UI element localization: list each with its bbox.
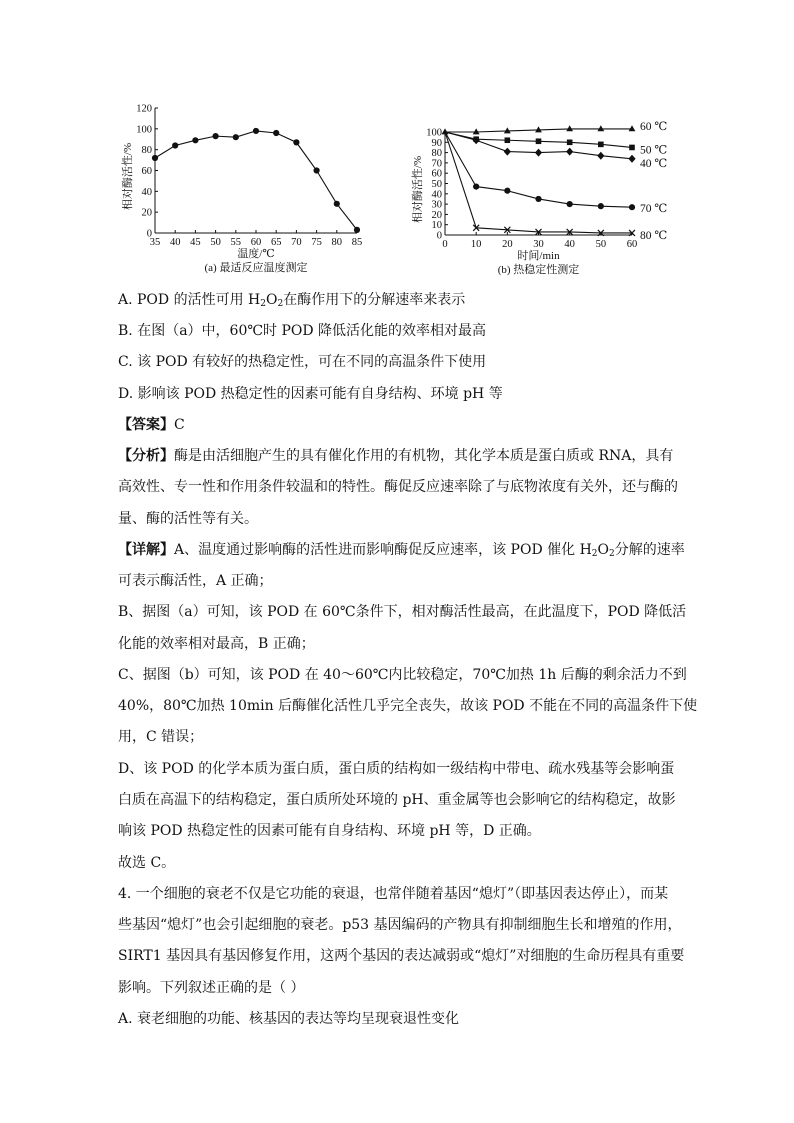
x-tick-label: 45 bbox=[190, 237, 201, 248]
x-tick-label: 35 bbox=[149, 237, 161, 248]
x-axis-label: 时间/min bbox=[517, 250, 560, 262]
detail-line-2: 可表示酶活性，A 正确； bbox=[118, 573, 273, 589]
data-point bbox=[536, 138, 542, 144]
x-tick-label: 55 bbox=[230, 237, 242, 248]
detail-line-5: C、据图（b）可知，该 POD 在 40～60℃内比较稳定，70℃加热 1h 后酶的剩余活力不到 bbox=[118, 667, 687, 683]
data-point bbox=[566, 148, 573, 156]
x-tick-label: 40 bbox=[564, 239, 575, 250]
x-tick-label: 50 bbox=[595, 239, 607, 250]
x-tick-label: 0 bbox=[442, 239, 448, 250]
detail-label: 【详解】 bbox=[118, 542, 174, 558]
detail-line-9: 白质在高温下的结构稳定，蛋白质所处环境的 pH、重金属等也会影响它的结构稳定，故影 bbox=[118, 792, 676, 808]
chart-a bbox=[120, 104, 362, 275]
option-c: C. 该 POD 有较好的热稳定性，可在不同的高温条件下使用 bbox=[118, 354, 487, 370]
series-80c-line bbox=[445, 132, 632, 233]
detail-line-8: D、该 POD 的化学本质为蛋白质，蛋白质的结构如一级结构中带电、疏水残基等会影响蛋 bbox=[118, 761, 675, 777]
x-tick-label: 40 bbox=[169, 237, 181, 248]
option-b: B. 在图（a）中，60℃时 POD 降低活化能的效率相对最高 bbox=[118, 323, 487, 339]
data-point bbox=[505, 137, 511, 143]
answer-label: 【答案】 bbox=[118, 417, 174, 433]
question-4-line-2: 些基因“熄灯”也会引起细胞的衰老。p53 基因编码的产物具有抑制细胞生长和增殖的作用， bbox=[118, 917, 682, 933]
question-4-line-4: 影响。下列叙述正确的是（ ） bbox=[118, 980, 305, 996]
series-label: 80 ℃ bbox=[640, 229, 668, 242]
x-tick-label: 60 bbox=[250, 237, 262, 248]
data-point bbox=[597, 125, 604, 131]
series-label: 60 ℃ bbox=[640, 120, 668, 133]
option-a: A. POD 的活性可用 $H_2O_2$在酶作用下的分解速率来表示 bbox=[118, 292, 466, 309]
y-tick-label: 80 bbox=[141, 145, 152, 157]
data-point bbox=[598, 203, 604, 209]
question-4-option-a: A. 衰老细胞的功能、核基因的表达等均呈现衰退性变化 bbox=[118, 1011, 460, 1027]
data-point bbox=[629, 204, 635, 210]
y-tick-label: 40 bbox=[141, 186, 152, 198]
data-point bbox=[629, 145, 635, 151]
detail-line-4: 化能的效率相对最高，B 正确； bbox=[118, 636, 315, 652]
data-point bbox=[192, 137, 198, 143]
analysis-label: 【分析】 bbox=[118, 448, 174, 464]
y-tick-label: 120 bbox=[136, 103, 152, 115]
data-point bbox=[213, 133, 219, 139]
x-tick-label: 75 bbox=[311, 237, 322, 248]
data-point bbox=[233, 134, 239, 140]
series-label: 40 ℃ bbox=[640, 157, 668, 170]
data-point bbox=[597, 152, 604, 160]
x-tick-label: 70 bbox=[291, 237, 302, 248]
data-point bbox=[535, 149, 542, 157]
charts-svg bbox=[110, 100, 680, 285]
x-tick-label: 30 bbox=[533, 239, 544, 250]
data-point bbox=[314, 167, 320, 173]
y-tick-label: 50 bbox=[431, 179, 442, 190]
x-tick-label: 20 bbox=[502, 239, 513, 250]
x-tick-label: 65 bbox=[270, 237, 282, 248]
x-axis-label: 温度/℃ bbox=[237, 248, 275, 260]
series-line bbox=[155, 131, 357, 230]
data-point bbox=[253, 128, 259, 134]
y-tick-label: 20 bbox=[431, 209, 442, 221]
data-point bbox=[273, 130, 279, 136]
chart-caption: (a) 最适反应温度测定 bbox=[204, 262, 308, 274]
x-tick-label: 85 bbox=[351, 237, 363, 248]
y-tick-label: 70 bbox=[431, 158, 442, 170]
answer-line bbox=[118, 415, 718, 435]
analysis-line-3: 量、酶的活性等有关。 bbox=[118, 511, 258, 527]
detail-line-7: 用，C 错误； bbox=[118, 729, 204, 745]
data-point bbox=[473, 183, 479, 189]
detail-line-3: B、据图（a）可知，该 POD 在 60℃条件下，相对酶活性最高，在此温度下，POD 降低活 bbox=[118, 604, 687, 620]
y-tick-label: 10 bbox=[431, 220, 442, 232]
y-axis-label: 相对酶活性/% bbox=[412, 155, 424, 224]
y-axis-label: 相对酶活性/% bbox=[122, 142, 134, 211]
data-point bbox=[629, 125, 636, 131]
data-point bbox=[504, 188, 510, 194]
chart-caption: (b) 热稳定性测定 bbox=[497, 264, 580, 276]
y-tick-label: 100 bbox=[426, 127, 442, 139]
chart-b bbox=[410, 121, 667, 276]
answer-value: C bbox=[174, 417, 185, 433]
detail-line-6: 40%，80℃加热 10min 后酶催化活性几乎完全丧失，故该 POD 不能在不同的高温条件下使 bbox=[118, 698, 698, 714]
data-point bbox=[567, 201, 573, 207]
detail-line-1: 【详解】A、温度通过影响酶的活性进而影响酶促反应速率，该 POD 催化 $H_2O_2$分解的速率 bbox=[118, 542, 685, 559]
question-4-line-1: 4. 一个细胞的衰老不仅是它功能的衰退，也常伴随着基因“熄灯”（即基因表达停止），而某 bbox=[118, 886, 669, 902]
data-point bbox=[152, 155, 158, 161]
analysis-line-2: 高效性、专一性和作用条件较温和的特性。酶促反应速率除了与底物浓度有关外，还与酶的 bbox=[118, 479, 678, 495]
data-point bbox=[566, 125, 573, 131]
figure-charts bbox=[110, 100, 680, 285]
data-point bbox=[172, 142, 178, 148]
option-d: D. 影响该 POD 热稳定性的因素可能有自身结构、环境 pH 等 bbox=[118, 386, 503, 402]
y-tick-label: 40 bbox=[431, 189, 442, 201]
data-point bbox=[535, 196, 541, 202]
y-tick-label: 100 bbox=[136, 124, 152, 136]
y-tick-label: 90 bbox=[431, 137, 442, 149]
conclusion: 故选 C。 bbox=[118, 855, 176, 871]
x-tick-label: 60 bbox=[626, 239, 638, 250]
data-point bbox=[293, 139, 299, 145]
detail-line-10: 响该 POD 热稳定性的因素可能有自身结构、环境 pH 等，D 正确。 bbox=[118, 823, 541, 839]
data-point bbox=[354, 227, 360, 233]
data-point bbox=[504, 148, 511, 156]
series-label: 70 ℃ bbox=[640, 203, 668, 216]
y-tick-label: 60 bbox=[141, 166, 152, 177]
y-tick-label: 80 bbox=[431, 148, 442, 160]
question-4-line-3: SIRT1 基因具有基因修复作用，这两个基因的表达减弱或“熄灯”对细胞的生命历程具有重要 bbox=[118, 948, 685, 964]
y-tick-label: 0 bbox=[146, 228, 152, 240]
y-tick-label: 60 bbox=[431, 168, 442, 180]
data-point bbox=[628, 155, 635, 163]
data-point bbox=[598, 142, 604, 148]
data-point bbox=[334, 201, 340, 207]
analysis-line-1: 【分析】酶是由活细胞产生的具有催化作用的有机物，其化学本质是蛋白质或 RNA，具有 bbox=[118, 448, 674, 464]
x-tick-label: 80 bbox=[331, 237, 343, 248]
y-tick-label: 0 bbox=[436, 230, 442, 242]
y-tick-label: 20 bbox=[141, 207, 152, 219]
data-point bbox=[567, 140, 573, 146]
x-tick-label: 50 bbox=[210, 237, 221, 248]
y-tick-label: 30 bbox=[431, 199, 442, 211]
x-tick-label: 10 bbox=[470, 239, 482, 250]
series-label: 50 ℃ bbox=[640, 144, 668, 157]
